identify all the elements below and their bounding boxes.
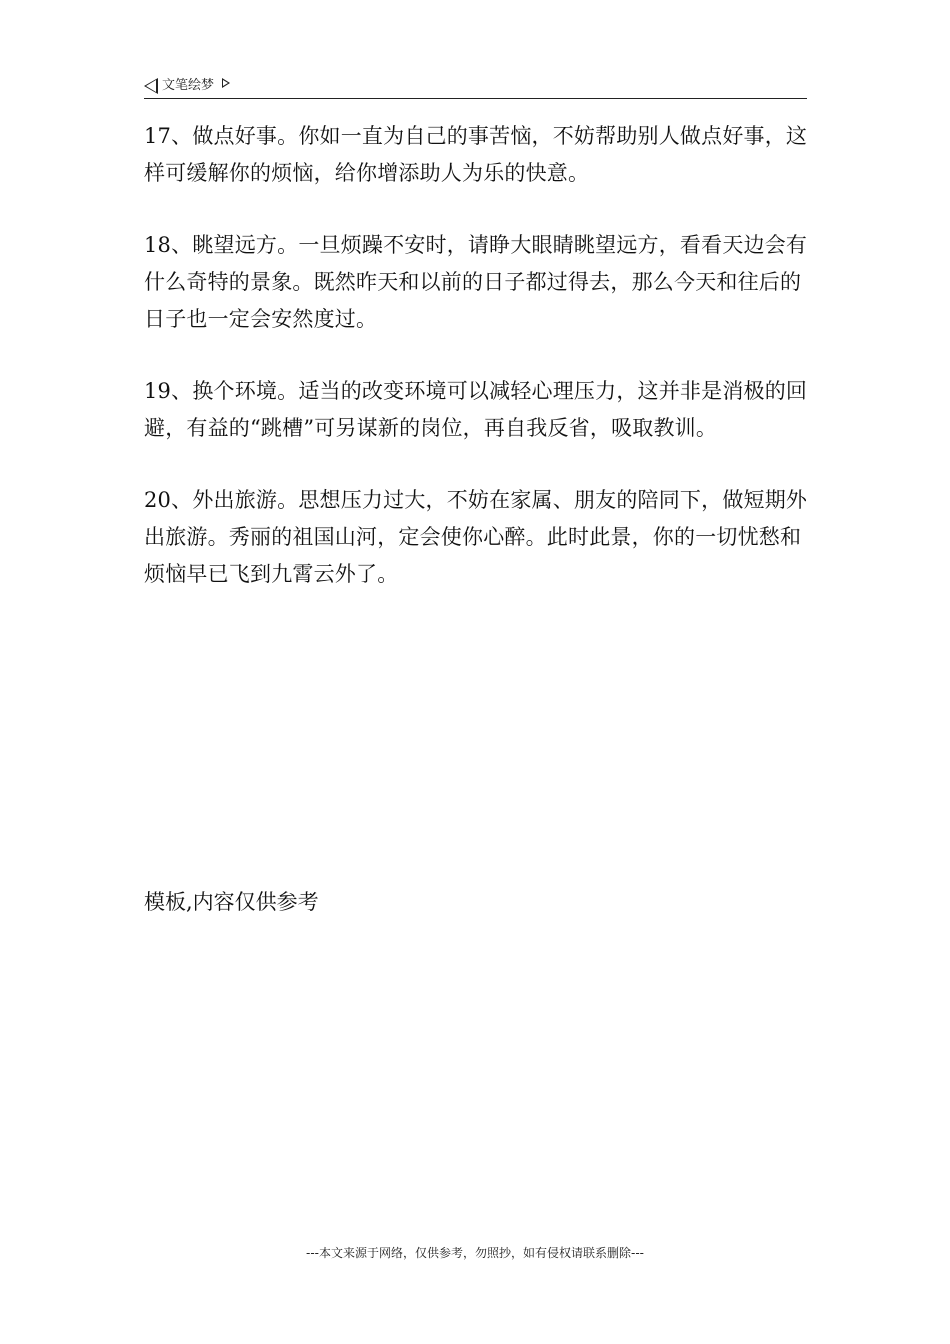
document-body (144, 118, 814, 628)
paragraph-19: 19、换个环境。适当的改变环境可以减轻心理压力，这并非是消极的回避，有益的“跳槽”可另谋新的岗位，再自我反省，吸取教训。 (144, 379, 808, 440)
template-note: 模板,内容仅供参考 (144, 890, 319, 914)
paragraph-20: 20、外出旅游。思想压力过大，不妨在家属、朋友的陪同下，做短期外出旅游。秀丽的祖国山河，定会使你心醉。此时此景，你的一切忧愁和烦恼早已飞到九霄云外了。 (144, 488, 808, 586)
paragraph-18: 18、眺望远方。一旦烦躁不安时，请睁大眼睛眺望远方，看看天边会有什么奇特的景象。既然昨天和以前的日子都过得去，那么今天和往后的日子也一定会安然度过。 (144, 233, 808, 331)
triangle-right-icon (222, 78, 230, 88)
page-header (144, 74, 807, 99)
paragraph-17: 17、做点好事。你如一直为自己的事苦恼，不妨帮助别人做点好事，这样可缓解你的烦恼，给你增添助人为乐的快意。 (144, 124, 808, 185)
header-title: 文笔绘梦 (162, 78, 215, 93)
page-footer: ---本文来源于网络，仅供参考，勿照抄，如有侵权请联系删除--- (306, 1246, 644, 1260)
triangle-left-icon (144, 78, 158, 94)
